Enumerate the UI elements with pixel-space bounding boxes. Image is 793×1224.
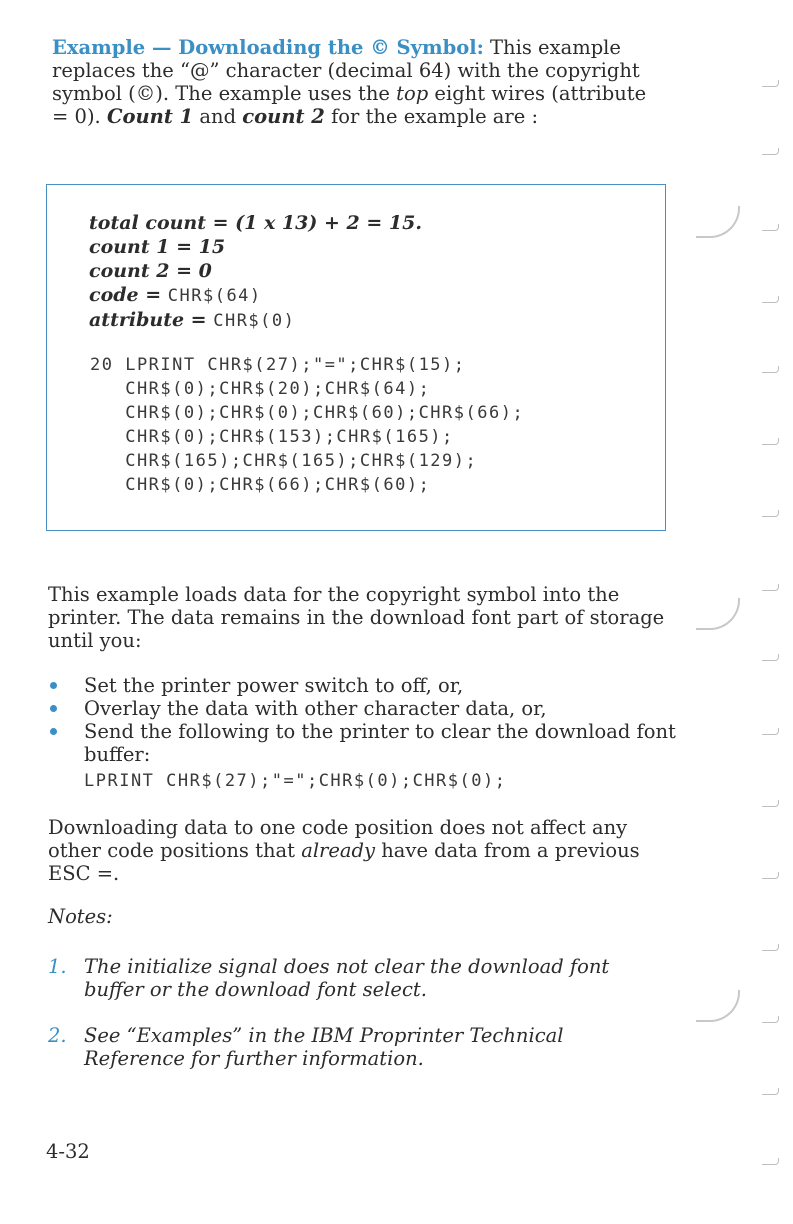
page-number: 4-32: [46, 1140, 90, 1163]
intro-text: for the example are :: [324, 105, 539, 128]
storage-paragraph: This example loads data for the copyright symbol into the printer. The data remains in the download font part of storage until you:: [48, 583, 665, 652]
code-example-box: [46, 184, 666, 531]
code-label: code =: [89, 284, 168, 306]
binder-tab-mark: [762, 800, 779, 807]
bullet-icon: [50, 705, 57, 712]
intro-paragraph: [52, 36, 652, 128]
note-number: 2.: [48, 1024, 67, 1047]
binder-tab-mark: [762, 1016, 779, 1023]
code-listing-line: CHR$(0);CHR$(20);CHR$(64);: [90, 379, 431, 399]
attribute-value: CHR$(0): [213, 311, 296, 331]
intro-text: This example replaces the “@” character (decimal 64) with the copyright symbol (©). The example uses the: [52, 36, 640, 105]
paragraph-text: Downloading data to one code position does not affect any other code positions that: [48, 816, 628, 862]
list-item-text: Set the printer power switch to off, or,: [84, 674, 464, 697]
attribute-line: [89, 308, 422, 333]
binder-tab-mark: [762, 224, 779, 231]
list-item-text: Send the following to the printer to clear the download font buffer:: [84, 720, 676, 766]
notes-heading: Notes:: [48, 905, 113, 928]
binder-tab-mark: [762, 944, 779, 951]
bullet-icon: [50, 728, 57, 735]
intro-count2: count 2: [242, 105, 325, 128]
note-item: [48, 955, 668, 1001]
binder-tab-mark: [762, 296, 779, 303]
code-listing-line: CHR$(0);CHR$(153);CHR$(165);: [90, 427, 454, 447]
example-heading: Example — Downloading the © Symbol:: [52, 36, 484, 59]
code-listing-line: 20 LPRINT CHR$(27);"=";CHR$(15);: [90, 355, 466, 375]
binder-tab-mark: [762, 728, 779, 735]
binder-tab-mark: [762, 654, 779, 661]
note-number: 1.: [48, 955, 67, 978]
variable-definitions: [89, 211, 422, 333]
punch-hole-mark: [696, 206, 740, 238]
code-line: [89, 283, 422, 308]
bullet-icon: [50, 682, 57, 689]
punch-hole-mark: [696, 990, 740, 1022]
punch-hole-mark: [696, 598, 740, 630]
note-item: [48, 1024, 668, 1070]
intro-emphasis-top: top: [396, 82, 429, 105]
binder-tab-mark: [762, 1158, 779, 1165]
basic-program-listing: [90, 353, 524, 497]
note-text: See “Examples” in the IBM Proprinter Technical Reference for further information.: [84, 1024, 564, 1070]
code-position-paragraph: [48, 816, 678, 885]
binder-tab-mark: [762, 1088, 779, 1095]
binder-tab-mark: [762, 510, 779, 517]
code-value: CHR$(64): [167, 286, 262, 306]
binder-tab-mark: [762, 584, 779, 591]
binder-tab-mark: [762, 872, 779, 879]
code-listing-line: CHR$(165);CHR$(165);CHR$(129);: [90, 451, 478, 471]
emphasis-already: already: [301, 839, 376, 862]
list-item: [48, 674, 688, 697]
condition-list: [48, 674, 688, 793]
intro-text: eight wires (attribute = 0).: [52, 82, 647, 128]
list-item: [48, 697, 688, 720]
code-listing-line: CHR$(0);CHR$(66);CHR$(60);: [90, 475, 431, 495]
total-count-line: total count = (1 x 13) + 2 = 15.: [89, 212, 422, 234]
binder-tab-mark: [762, 80, 779, 87]
list-item-text: Overlay the data with other character data, or,: [84, 697, 547, 720]
binder-tab-mark: [762, 438, 779, 445]
code-listing-line: CHR$(0);CHR$(0);CHR$(60);CHR$(66);: [90, 403, 525, 423]
clear-buffer-command: LPRINT CHR$(27);"=";CHR$(0);CHR$(0);: [84, 771, 507, 791]
count2-line: count 2 = 0: [89, 260, 212, 282]
paragraph-text: have data from a previous ESC =.: [48, 839, 640, 885]
intro-text: and: [193, 105, 243, 128]
attribute-label: attribute =: [89, 309, 214, 331]
binder-tab-mark: [762, 148, 779, 155]
intro-count1: Count 1: [106, 105, 194, 128]
list-item: [48, 720, 688, 793]
note-text: The initialize signal does not clear the download font buffer or the download font select.: [84, 955, 610, 1001]
count1-line: count 1 = 15: [89, 236, 226, 258]
binder-tab-mark: [762, 366, 779, 373]
